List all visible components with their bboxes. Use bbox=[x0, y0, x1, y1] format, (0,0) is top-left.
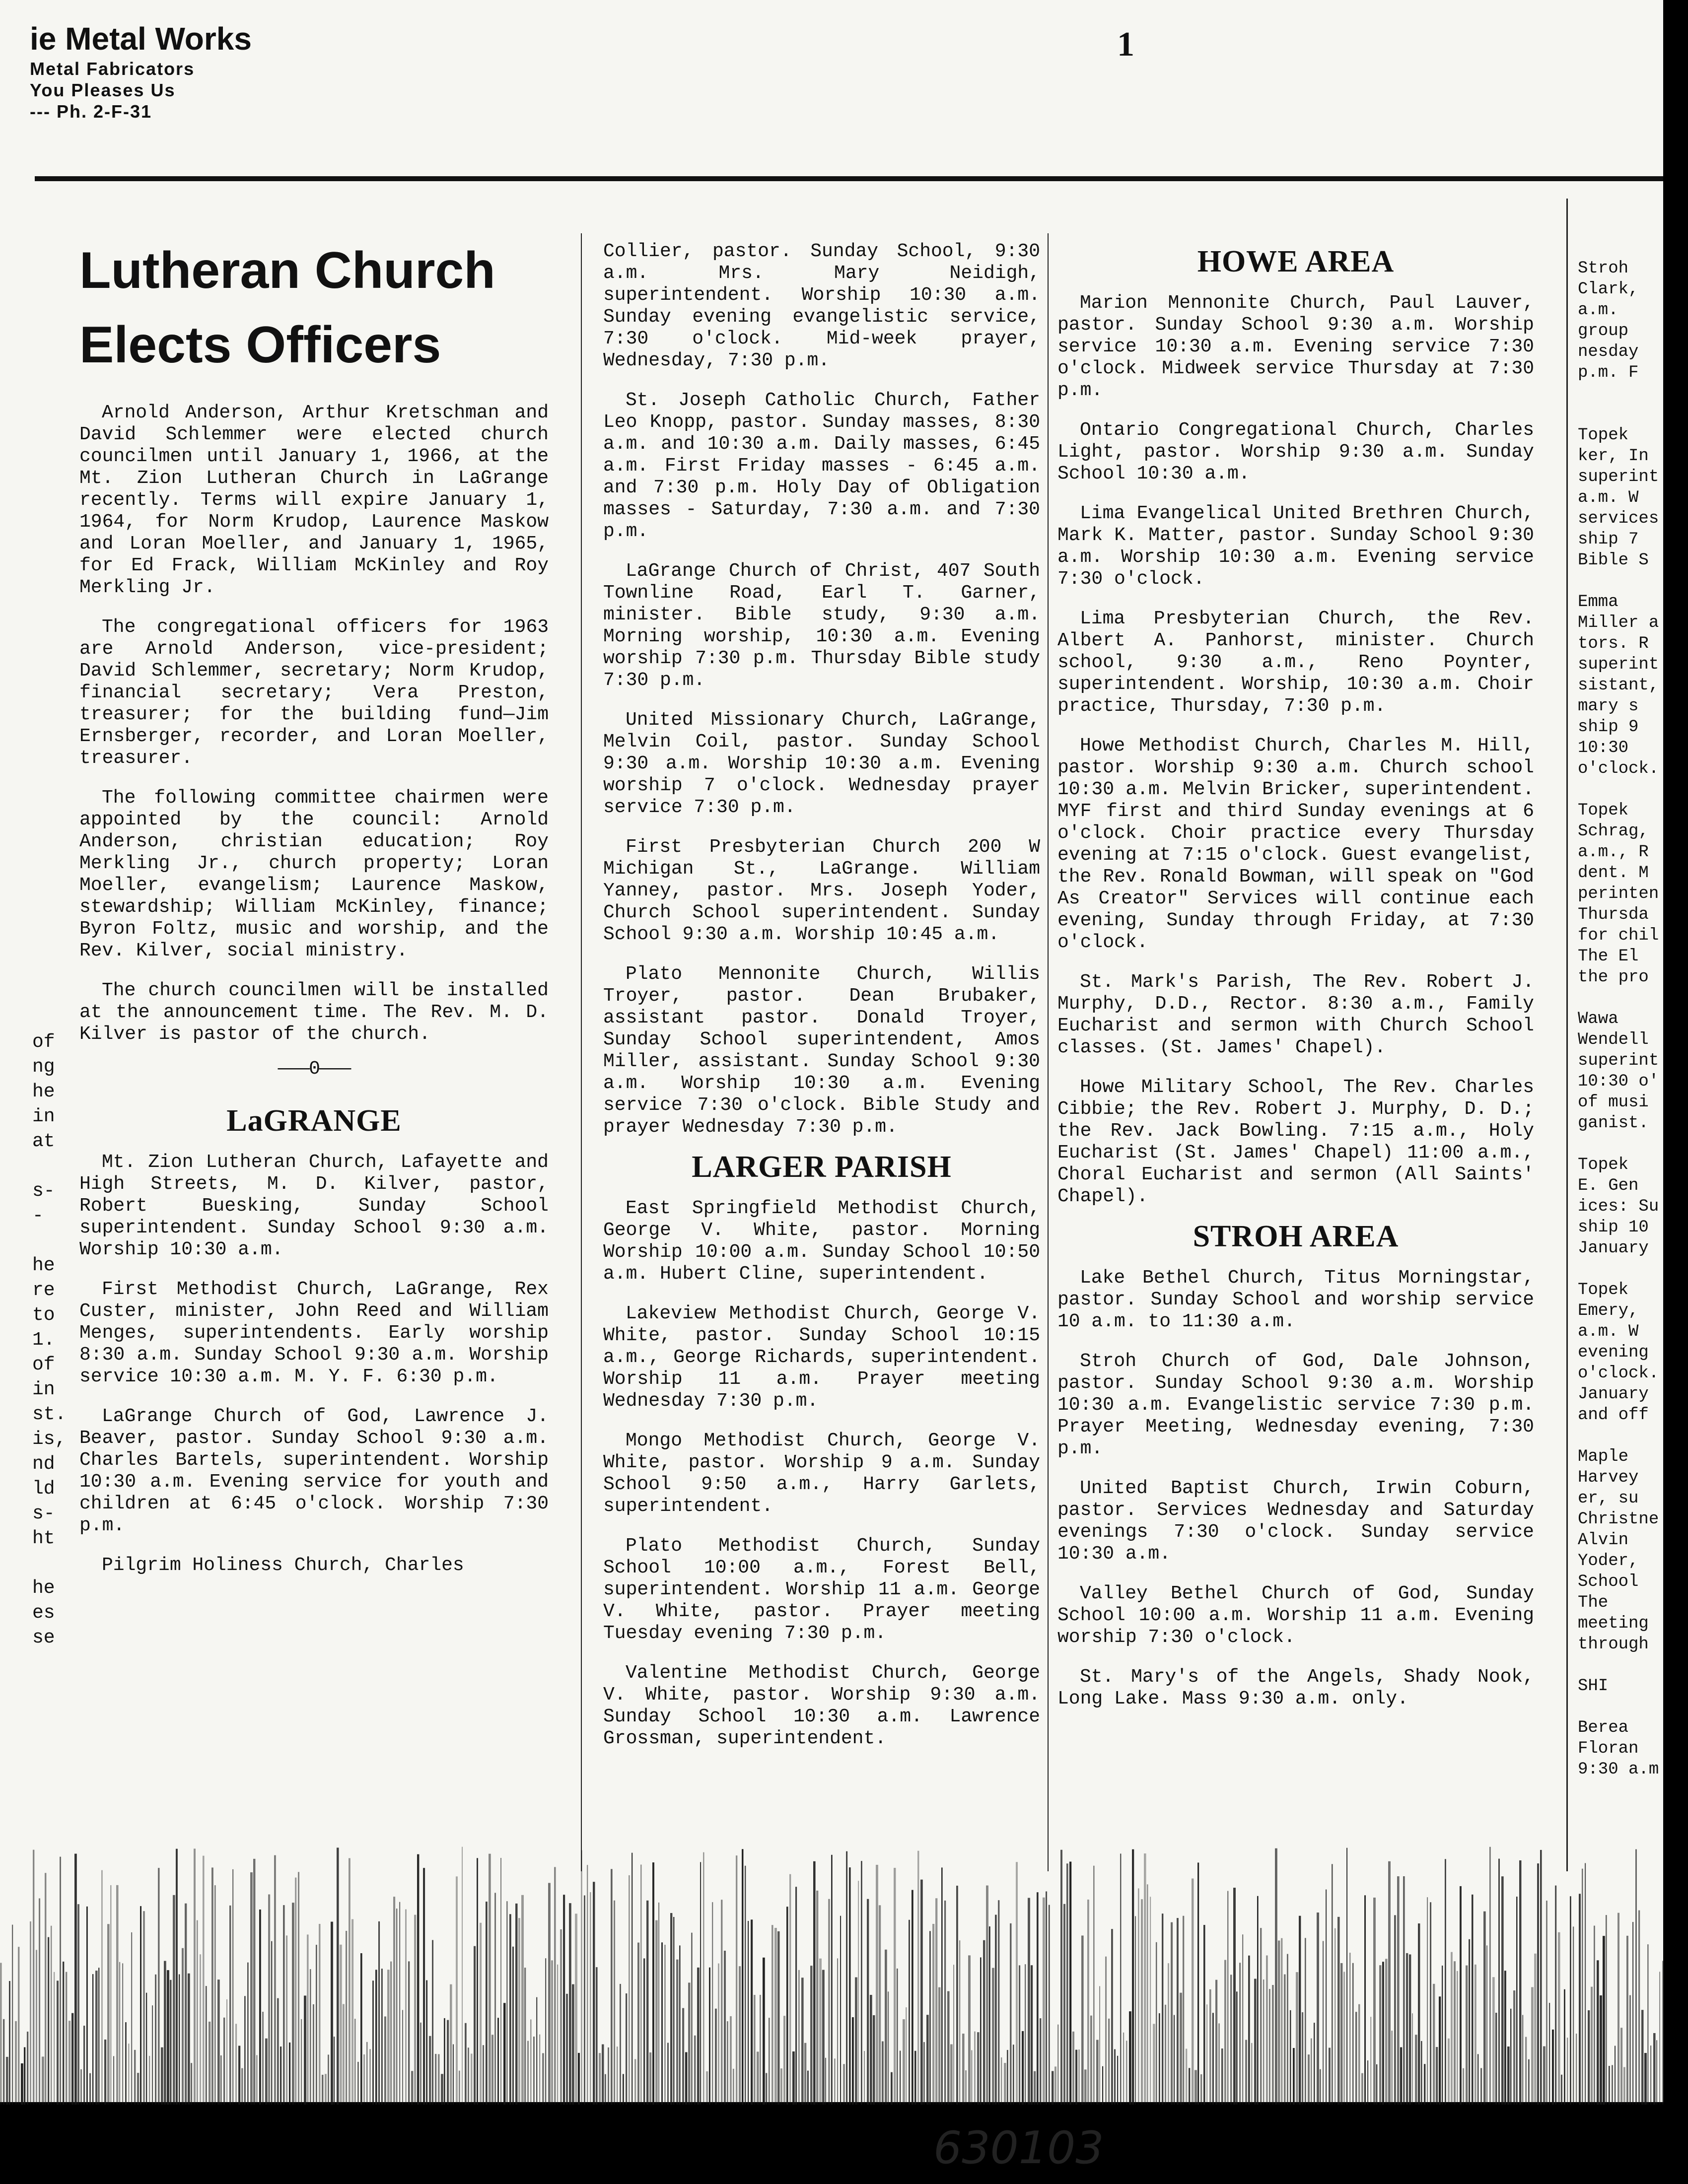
edge-fragment: he bbox=[32, 1255, 55, 1276]
edge-fragment: 10:30 bbox=[1578, 739, 1629, 757]
edge-fragment bbox=[1578, 383, 1663, 404]
church-listing: St. Joseph Catholic Church, Father Leo Knopp, pastor. Sunday masses, 8:30 a.m. and 10:30 a.m. Daily masses, 6:45 a.m. First Friday masses - 6:45 a.m. and 7:30 p.m. Holy Day of Obligation masses - Saturday, 7:30 a.m. and 7:30 p.m. bbox=[603, 390, 1040, 542]
church-listing: St. Mark's Parish, The Rev. Robert J. Murphy, D.D., Rector. 8:30 a.m., Family Eucharist and sermon with Church School classes. (St. James' Chapel). bbox=[1057, 971, 1534, 1058]
edge-fragment: he bbox=[32, 1577, 55, 1599]
edge-fragment bbox=[1578, 1134, 1663, 1155]
ad-phone: --- Ph. 2-F-31 bbox=[30, 101, 152, 122]
edge-fragment: perinten bbox=[1578, 885, 1659, 903]
edge-fragment: Emma bbox=[1578, 593, 1618, 612]
church-listing: Stroh Church of God, Dale Johnson, pastor. Sunday School 9:30 a.m. Worship 10:30 a.m. Evangelistic service 7:30 p.m. Prayer Meeting, Wednesday evening, 7:30 p.m. bbox=[1057, 1351, 1534, 1459]
edge-fragment: superint bbox=[1578, 1051, 1659, 1070]
church-listing: United Missionary Church, LaGrange, Melvin Coil, pastor. Sunday School 9:30 a.m. Worship 10:30 a.m. Evening worship 7 o'clock. Wednesday prayer service 7:30 p.m. bbox=[603, 709, 1040, 818]
edge-fragment bbox=[32, 1551, 60, 1576]
edge-fragment: 10:30 o' bbox=[1578, 1072, 1659, 1091]
church-listing: Pilgrim Holiness Church, Charles bbox=[102, 1555, 464, 1576]
edge-fragment: The El bbox=[1578, 947, 1639, 966]
edge-fragment: Stroh bbox=[1578, 259, 1629, 278]
edge-fragment: se bbox=[32, 1627, 55, 1648]
church-listing: Plato Mennonite Church, Willis Troyer, pastor. Dean Brubaker, assistant pastor. Donald Troyer, Sunday School superintendent, Amos Miller, assistant. Sunday School 9:30 a.m. Worship 10:30 a.m. Evening service 7:30 o'clock. Bible Study and prayer Wednesday 7:30 p.m. bbox=[603, 963, 1040, 1138]
edge-fragment: in bbox=[32, 1106, 55, 1127]
left-edge-fragments bbox=[32, 1030, 67, 1650]
column-rule-1 bbox=[581, 233, 582, 1871]
article-paragraph: Arnold Anderson, Arthur Kretschman and David Schlemmer were elected church councilmen until January 1, 1966, at the Mt. Zion Lutheran Church in LaGrange recently. Terms will expire January 1, 1964, for Norm Krudop, Laurence Maskow and Loran Moeller, and January 1, 1965, for Ed Frack, William McKinley and Roy Merkling Jr. bbox=[79, 402, 549, 598]
article-paragraph: The church councilmen will be installed at the announcement time. The Rev. M. D. Kilver is pastor of the church. bbox=[79, 980, 549, 1045]
edge-fragment: mary s bbox=[1578, 697, 1639, 716]
edge-fragment: a.m. W bbox=[1578, 1322, 1639, 1341]
column-rule-3 bbox=[1566, 199, 1568, 1871]
edge-fragment: in bbox=[32, 1379, 55, 1400]
edge-fragment: s-- bbox=[32, 1180, 55, 1227]
edge-fragment bbox=[32, 1228, 60, 1253]
edge-fragment bbox=[1578, 1426, 1663, 1446]
edge-fragment: ng bbox=[32, 1056, 55, 1078]
edge-fragment: meeting bbox=[1578, 1614, 1649, 1633]
edge-fragment: es bbox=[32, 1602, 55, 1624]
church-listing: Lake Bethel Church, Titus Morningstar, pastor. Sunday School and worship service 10 a.m. to 11:30 a.m. bbox=[1057, 1267, 1534, 1332]
edge-fragment: Bible S bbox=[1578, 551, 1649, 570]
edge-fragment: services bbox=[1578, 509, 1659, 528]
ad-business-name: ie Metal Works bbox=[30, 21, 252, 57]
edge-fragment: January bbox=[1578, 1239, 1649, 1258]
edge-fragment: p.m. F bbox=[1578, 363, 1639, 382]
edge-fragment bbox=[1578, 1697, 1663, 1717]
edge-fragment: for chil bbox=[1578, 926, 1659, 945]
column-3 bbox=[1057, 241, 1534, 1728]
edge-fragment: ship 9 bbox=[1578, 718, 1639, 737]
edge-fragment: 9:30 a.m bbox=[1578, 1760, 1659, 1779]
headline-line-1: Lutheran Church bbox=[79, 242, 495, 299]
edge-fragment: Berea bbox=[1578, 1718, 1629, 1737]
edge-fragment bbox=[32, 1154, 60, 1179]
edge-fragment bbox=[1578, 988, 1663, 1009]
edge-fragment: Topek bbox=[1578, 1156, 1629, 1174]
church-listing: Plato Methodist Church, Sunday School 10:00 a.m., Forest Bell, superintendent. Worship 11 a.m. George V. White, pastor. Prayer meeting Tuesday evening 7:30 p.m. bbox=[603, 1535, 1040, 1644]
edge-fragment: Floran bbox=[1578, 1739, 1639, 1758]
edge-fragment: Alvin bbox=[1578, 1531, 1629, 1550]
church-listing: East Springfield Methodist Church, George V. White, pastor. Morning Worship 10:00 a.m. Sunday School 10:50 a.m. Hubert Cline, superintendent. bbox=[603, 1198, 1040, 1285]
section-heading-stroh-area: STROH AREA bbox=[1193, 1220, 1399, 1253]
edge-fragment: ld bbox=[32, 1478, 55, 1500]
church-listing: Howe Methodist Church, Charles M. Hill, pastor. Worship 9:30 a.m. Church school 10:30 a.m. Melvin Bricker, superintendent. MYF first and third Sunday evenings at 6 o'clock. Choir practice every Thursday evening at 7:15 o'clock. Guest evangelist, the Rev. Ronald Bowman, will speak on "God As Creator" Services will continue each evening, Sunday through Friday, at 7:30 o'clock. bbox=[1057, 735, 1534, 953]
edge-fragment bbox=[1578, 571, 1663, 592]
section-heading-howe-area: HOWE AREA bbox=[1197, 245, 1395, 278]
edge-fragment bbox=[1578, 404, 1663, 425]
edge-fragment: 1. bbox=[32, 1329, 55, 1351]
edge-fragment: superint bbox=[1578, 468, 1659, 486]
edge-fragment: Wawa bbox=[1578, 1010, 1618, 1028]
column-1 bbox=[79, 233, 549, 1594]
church-listing: Lakeview Methodist Church, George V. White, pastor. Sunday School 10:15 a.m., George Richards, superintendent. Worship 11 a.m. Prayer meeting Wednesday 7:30 p.m. bbox=[603, 1303, 1040, 1412]
edge-fragment: dent. M bbox=[1578, 864, 1649, 883]
church-listing: Ontario Congregational Church, Charles Light, pastor. Worship 9:30 a.m. Sunday School 10:30 a.m. bbox=[1057, 419, 1534, 484]
scan-noise bbox=[0, 1846, 1663, 2105]
edge-fragment: Schrag, bbox=[1578, 822, 1649, 841]
edge-fragment: Miller a bbox=[1578, 614, 1659, 632]
metal-works-ad bbox=[30, 20, 252, 122]
edge-fragment: superint bbox=[1578, 655, 1659, 674]
church-listing: Howe Military School, The Rev. Charles Cibbie; the Rev. Robert J. Murphy, D. D.; the Rev. Jack Bowling. 7:15 a.m., Holy Eucharist (St. James' Chapel) 11:00 a.m., Choral Eucharist and sermon (All Saints' Chapel). bbox=[1057, 1077, 1534, 1207]
edge-fragment: to bbox=[32, 1304, 55, 1326]
edge-fragment: Thursda bbox=[1578, 905, 1649, 924]
church-listing: Lima Presbyterian Church, the Rev. Albert A. Panhorst, minister. Church school, 9:30 a.m., Reno Poynter, superintendent. Worship, 10:30 a.m. Choir practice, Thursday, 7:30 p.m. bbox=[1057, 608, 1534, 717]
edge-fragment: the pro bbox=[1578, 968, 1649, 987]
edge-fragment: er, su bbox=[1578, 1489, 1639, 1508]
church-listing: Collier, pastor. Sunday School, 9:30 a.m. Mrs. Mary Neidigh, superintendent. Worship 10:30 a.m. Sunday evening evangelistic service, 7:30 o'clock. Mid-week prayer, Wednesday, 7:30 p.m. bbox=[603, 241, 1040, 371]
church-listing: LaGrange Church of Christ, 407 South Townline Road, Earl T. Garner, minister. Bible study, 9:30 a.m. Morning worship, 10:30 a.m. Evening worship 7:30 p.m. Thursday Bible study 7:30 p.m. bbox=[603, 560, 1040, 691]
edge-fragment: of musi bbox=[1578, 1093, 1649, 1112]
edge-fragment: E. Gen bbox=[1578, 1176, 1639, 1195]
section-heading-lagrange: LaGRANGE bbox=[226, 1104, 402, 1138]
edge-fragment bbox=[1578, 779, 1663, 800]
church-listing: First Methodist Church, LaGrange, Rex Custer, minister, John Reed and William Menges, superintendents. Early worship 8:30 a.m. Sunday School 9:30 a.m. Worship service 10:30 a.m. M. Y. F. 6:30 p.m. bbox=[79, 1279, 549, 1387]
edge-fragment: Emery, bbox=[1578, 1301, 1639, 1320]
right-edge-fragments bbox=[1578, 258, 1663, 1780]
article-paragraph: The congregational officers for 1963 are Arnold Anderson, vice-president; David Schlemmer, secretary; Norm Krudop, financial secretary; Vera Preston, treasurer; for the building fund—Jim Ernsberger, recorder, and Loran Moeller, treasurer. bbox=[79, 616, 549, 769]
edge-fragment: Harvey bbox=[1578, 1468, 1639, 1487]
edge-fragment: re bbox=[32, 1280, 55, 1301]
church-listing: First Presbyterian Church 200 W Michigan St., LaGrange. William Yanney, pastor. Mrs. Joseph Yoder, Church School superintendent. Sunday School 9:30 a.m. Worship 10:45 a.m. bbox=[603, 836, 1040, 945]
top-rule bbox=[35, 176, 1663, 181]
edge-fragment: s- bbox=[32, 1503, 55, 1524]
edge-fragment: at bbox=[32, 1131, 55, 1152]
edge-fragment: st. bbox=[32, 1404, 67, 1425]
edge-fragment: ker, In bbox=[1578, 447, 1649, 466]
ad-tagline-1: Metal Fabricators bbox=[30, 58, 195, 79]
edge-fragment: Topek bbox=[1578, 1281, 1629, 1299]
column-2 bbox=[603, 241, 1040, 1768]
edge-fragment: nesday bbox=[1578, 342, 1639, 361]
edge-fragment: Topek bbox=[1578, 801, 1629, 820]
edge-fragment: ship 10 bbox=[1578, 1218, 1649, 1237]
headline-line-2: Elects Officers bbox=[79, 316, 441, 374]
church-listing: Lima Evangelical United Brethren Church, Mark K. Matter, pastor. Sunday School 9:30 a.m. Worship 10:30 a.m. Evening service 7:30 o'clock. bbox=[1057, 503, 1534, 590]
edge-fragment: Wendell bbox=[1578, 1030, 1649, 1049]
edge-fragment: ices: Su bbox=[1578, 1197, 1659, 1216]
edge-fragment: a.m. W bbox=[1578, 488, 1639, 507]
edge-fragment: ganist. bbox=[1578, 1114, 1649, 1133]
edge-fragment: he bbox=[32, 1081, 55, 1102]
edge-fragment: o'clock. bbox=[1578, 759, 1659, 778]
church-listing: Valley Bethel Church of God, Sunday School 10:00 a.m. Worship 11 a.m. Evening worship 7:30 o'clock. bbox=[1057, 1583, 1534, 1648]
edge-fragment bbox=[1578, 1655, 1663, 1676]
edge-fragment: tors. R bbox=[1578, 634, 1649, 653]
edge-fragment: is, bbox=[32, 1429, 67, 1450]
edge-fragment: Christne bbox=[1578, 1510, 1659, 1529]
edge-fragment: a.m., R bbox=[1578, 843, 1649, 862]
edge-fragment: of bbox=[32, 1031, 55, 1053]
edge-fragment: Maple bbox=[1578, 1447, 1629, 1466]
edge-fragment: group bbox=[1578, 322, 1629, 341]
church-listing: United Baptist Church, Irwin Coburn, pastor. Services Wednesday and Saturday evenings 7:30 o'clock. Sunday service 10:30 a.m. bbox=[1057, 1478, 1534, 1565]
edge-fragment: a.m. bbox=[1578, 301, 1618, 320]
edge-fragment: and off bbox=[1578, 1406, 1649, 1425]
edge-fragment: evening bbox=[1578, 1343, 1649, 1362]
edge-fragment: Clark, bbox=[1578, 280, 1639, 299]
church-listing: LaGrange Church of God, Lawrence J. Beaver, pastor. Sunday School 9:30 a.m. Charles Bartels, superintendent. Worship 10:30 a.m. Evening service for youth and children at 6:45 o'clock. Worship 7:30 p.m. bbox=[79, 1406, 549, 1536]
church-listing: Marion Mennonite Church, Paul Lauver, pastor. Sunday School 9:30 a.m. Worship service 10:30 a.m. Evening service 7:30 o'clock. Midweek service Thursday at 7:30 p.m. bbox=[1057, 292, 1534, 401]
edge-fragment: Topek bbox=[1578, 426, 1629, 445]
column-rule-2 bbox=[1048, 233, 1049, 1871]
edge-fragment: of bbox=[32, 1354, 55, 1375]
edge-fragment: January bbox=[1578, 1385, 1649, 1404]
edge-fragment bbox=[1578, 1259, 1663, 1280]
handwritten-number: 630103 bbox=[933, 2122, 1104, 2174]
article-divider: ———0——— bbox=[278, 1058, 351, 1080]
edge-fragment: ship 7 bbox=[1578, 530, 1639, 549]
church-listing: Valentine Methodist Church, George V. White, pastor. Worship 9:30 a.m. Sunday School 10:30 a.m. Lawrence Grossman, superintendent. bbox=[603, 1662, 1040, 1749]
edge-fragment: The bbox=[1578, 1593, 1609, 1612]
edge-fragment: School bbox=[1578, 1572, 1639, 1591]
edge-fragment: o'clock. bbox=[1578, 1364, 1659, 1383]
edge-fragment: sistant, bbox=[1578, 676, 1659, 695]
ad-tagline-2: You Pleases Us bbox=[30, 79, 176, 100]
church-listing: Mt. Zion Lutheran Church, Lafayette and High Streets, M. D. Kilver, pastor, Robert Buesking, Sunday School superintendent. Sunday School 9:30 a.m. Worship 10:30 a.m. bbox=[79, 1152, 549, 1260]
edge-fragment: SHI bbox=[1578, 1677, 1609, 1696]
edge-fragment: nd bbox=[32, 1453, 55, 1475]
section-heading-larger-parish: LARGER PARISH bbox=[692, 1150, 952, 1184]
church-listing: Mongo Methodist Church, George V. White, pastor. Worship 9 a.m. Sunday School 9:50 a.m., Harry Garlets, superintendent. bbox=[603, 1430, 1040, 1517]
article-paragraph: The following committee chairmen were appointed by the council: Arnold Anderson, christian education; Roy Merkling Jr., church property; Loran Moeller, evangelism; Laurence Maskow, stewardship; William McKinley, finance; Byron Foltz, music and worship, and the Rev. Kilver, social ministry. bbox=[79, 787, 549, 961]
church-listing: St. Mary's of the Angels, Shady Nook, Long Lake. Mass 9:30 a.m. only. bbox=[1057, 1666, 1534, 1709]
edge-fragment: through bbox=[1578, 1635, 1649, 1654]
edge-fragment: Yoder, bbox=[1578, 1552, 1639, 1570]
article-headline bbox=[79, 233, 549, 382]
edge-fragment: ht bbox=[32, 1528, 55, 1549]
corner-mark: 1 bbox=[1117, 25, 1134, 64]
